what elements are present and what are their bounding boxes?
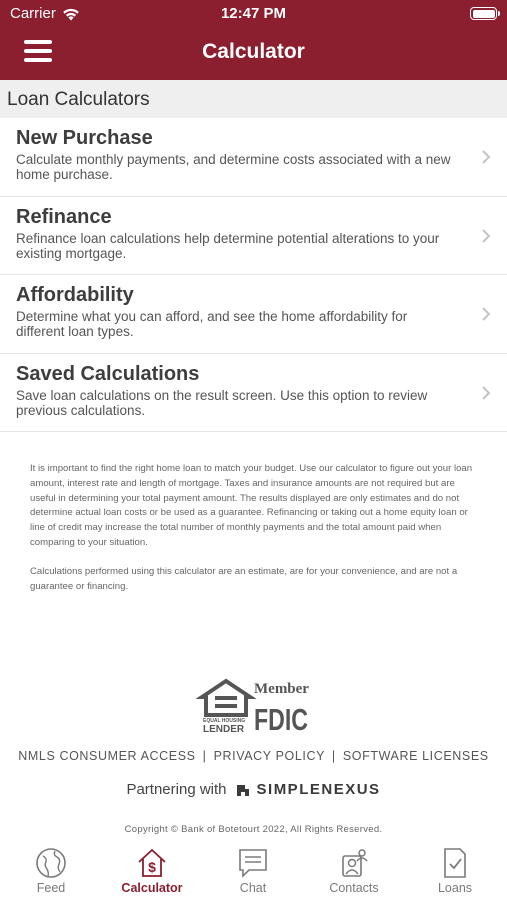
simplenexus-brand xyxy=(235,781,381,798)
tab-label: Contacts xyxy=(329,881,379,895)
list-item-new-purchase[interactable] xyxy=(0,118,507,197)
status-bar xyxy=(0,0,507,28)
tab-loans[interactable] xyxy=(410,847,500,897)
tab-bar xyxy=(0,843,507,900)
nmls-consumer-access-link[interactable]: NMLS CONSUMER ACCESS xyxy=(18,749,196,763)
globe-icon xyxy=(35,847,67,879)
simplenexus-logo-icon xyxy=(235,782,251,798)
page-title: Calculator xyxy=(202,40,305,63)
list-item-title: Saved Calculations xyxy=(16,362,200,385)
list-item-description: Save loan calculations on the result screen. Use this option to review previous calculations. xyxy=(16,387,428,418)
fdic-logo xyxy=(254,681,309,737)
chat-icon xyxy=(237,847,269,879)
top-bar xyxy=(0,0,507,80)
tab-feed[interactable] xyxy=(6,847,96,897)
section-header xyxy=(0,80,507,118)
list-item-saved-calculations[interactable] xyxy=(0,354,507,433)
privacy-policy-link[interactable]: PRIVACY POLICY xyxy=(213,749,325,763)
list-item-description: Determine what you can afford, and see the home affordability for different loan types. xyxy=(16,309,408,339)
equal-housing-fdic-logo xyxy=(200,677,310,737)
disclaimer-paragraph: It is important to find the right home loan to match your budget. Use our calculator to figure out your loan amount, interest rate and length of mortgage. Taxes and insurance amounts are not required but are useful in determining your total payment amount. The results displayed are only estimates and do not determine actual loan costs or be used as a guarantee. Refinancing or taking out a home equity loan or line of credit may increase the total number of monthly payments and the total amount paid when comparing to your situation. xyxy=(30,463,473,548)
house-dollar-icon xyxy=(136,847,168,879)
contacts-icon xyxy=(338,847,370,879)
ehl-line1: EQUAL HOUSING xyxy=(203,718,246,724)
chevron-right-icon xyxy=(481,386,491,400)
partner-text: Partnering with xyxy=(126,781,227,798)
section-header-label: Loan Calculators xyxy=(7,89,150,110)
list-item-refinance[interactable] xyxy=(0,197,507,276)
disclaimer-paragraph: Calculations performed using this calculator are an estimate, are for your convenience, and are not a guarantee or financing. xyxy=(30,565,458,592)
calculator-list xyxy=(0,118,507,432)
footer-links xyxy=(0,749,507,763)
software-licenses-link[interactable]: SOFTWARE LICENSES xyxy=(342,749,489,763)
list-item-title: New Purchase xyxy=(16,127,153,149)
chevron-right-icon xyxy=(481,150,491,164)
tab-calculator[interactable] xyxy=(107,847,197,897)
tab-label: Chat xyxy=(239,881,267,895)
list-item-description: Refinance loan calculations help determine potential alterations to your existing mortgage. xyxy=(16,230,440,261)
ehl-line2: LENDER xyxy=(203,724,245,735)
chevron-right-icon xyxy=(481,307,491,321)
disclaimer xyxy=(30,462,480,608)
partner-line xyxy=(0,781,507,798)
list-item-description: Calculate monthly payments, and determine costs associated with a new home purchase. xyxy=(16,152,451,182)
list-item-affordability[interactable] xyxy=(0,275,507,354)
tab-label: Loans xyxy=(437,881,473,895)
fdic-member: Member xyxy=(254,681,309,697)
chevron-right-icon xyxy=(481,229,491,243)
equal-housing-lender-logo xyxy=(202,681,250,735)
link-separator: | xyxy=(331,749,336,763)
copyright: Copyright © Bank of Botetourt 2022, All Rights Reserved. xyxy=(124,824,383,835)
carrier-label: Carrier xyxy=(10,5,56,22)
svg-text:$: $ xyxy=(148,859,156,875)
link-separator: | xyxy=(202,749,207,763)
fdic-text: FDIC xyxy=(254,702,308,737)
tab-label: Feed xyxy=(36,881,66,895)
status-time: 12:47 PM xyxy=(220,5,287,22)
nav-bar xyxy=(0,28,507,80)
tab-chat[interactable] xyxy=(208,847,298,897)
tab-contacts[interactable] xyxy=(309,847,399,897)
simplenexus-label: SIMPLENEXUS xyxy=(256,781,381,798)
list-item-title: Refinance xyxy=(16,205,112,228)
document-check-icon xyxy=(439,847,471,879)
battery-icon xyxy=(470,7,497,20)
list-item-title: Affordability xyxy=(16,284,134,306)
tab-label: Calculator xyxy=(121,881,183,895)
